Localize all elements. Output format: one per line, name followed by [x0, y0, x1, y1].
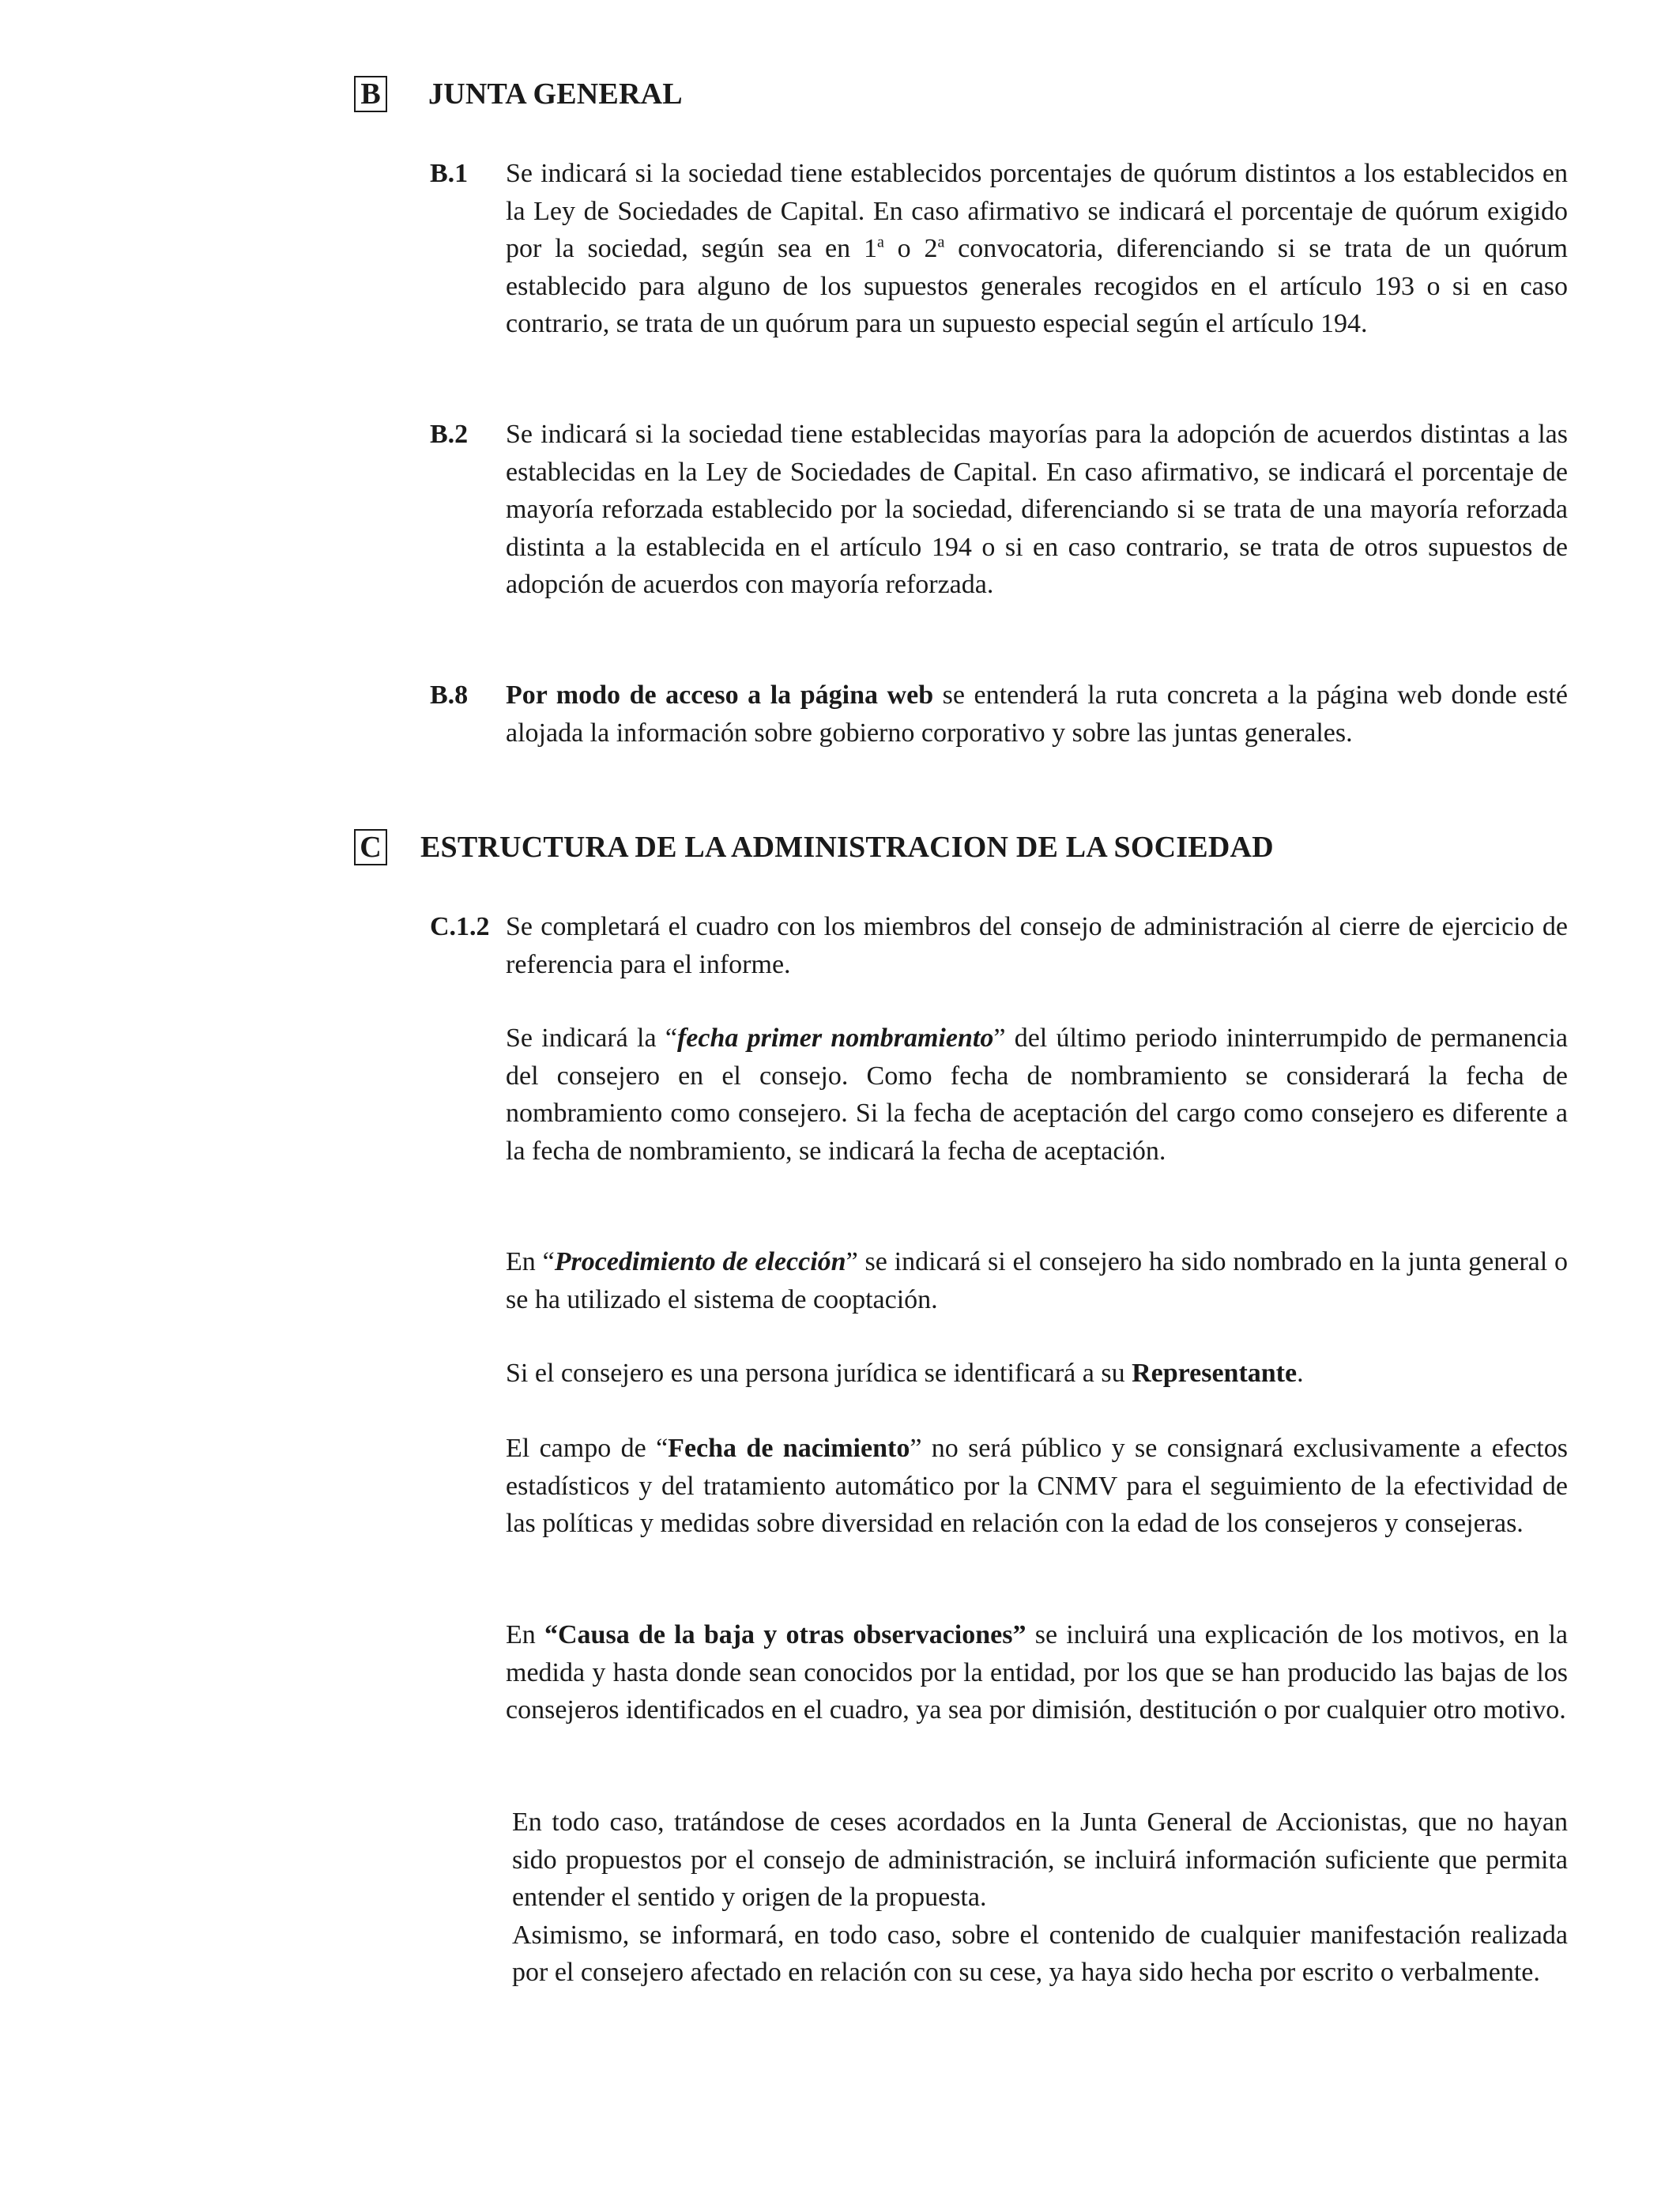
- bold-term: “Causa de la baja y otras observaciones”: [544, 1620, 1026, 1649]
- text-part: Se indicará la “: [506, 1023, 677, 1053]
- superscript: a: [876, 233, 884, 251]
- paragraph-fecha-primer-nombramiento: [506, 1020, 1568, 1170]
- item-b1: [430, 155, 1599, 343]
- item-text: [506, 677, 1568, 752]
- paragraph-text: [506, 1616, 1568, 1729]
- paragraph-text: [506, 1430, 1568, 1543]
- item-number: C.1.2: [430, 912, 490, 941]
- bold-term: Representante: [1132, 1359, 1298, 1388]
- paragraph-representante: [506, 1355, 1568, 1393]
- item-text-part: convocatoria, diferenciando si se trata de un quórum establecido para alguno de los supuestos generales recogidos en el artículo 193 o si en caso contrario, se trata de un quórum para un supuesto especial según el artículo 194.: [506, 234, 1568, 338]
- section-c-letter-box: C: [354, 829, 387, 865]
- item-body: [506, 155, 1568, 343]
- item-c12: [430, 908, 1599, 983]
- item-text-part: se entenderá la ruta concreta a la página web donde esté alojada la información sobre gobierno corporativo y sobre las juntas generales.: [506, 680, 1568, 748]
- item-text: Se completará el cuadro con los miembros del consejo de administración al cierre de ejercicio de referencia para el informe.: [506, 912, 1568, 979]
- text-part: ” no será público y se consignará exclusivamente a efectos estadísticos y del tratamiento automático por la CNMV para el seguimiento de la efectividad de las políticas y medidas sobre diversidad en relación con la edad de los consejeros y consejeras.: [506, 1434, 1568, 1538]
- item-b2: [430, 416, 1599, 604]
- text-part: ” del último periodo ininterrumpido de permanencia del consejero en el consejo. Como fecha de nombramiento se considerará la fecha de nombramiento como consejero. Si la fecha de aceptación del cargo como consejero es diferente a la fecha de nombramiento, se indicará la fecha de aceptación.: [506, 1023, 1569, 1166]
- item-body: [506, 677, 1568, 752]
- paragraph-text: En todo caso, tratándose de ceses acordados en la Junta General de Accionistas, que no hayan sido propuestos por el consejo de administración, se incluirá información suficiente que permita entender el sentido y origen de la propuesta.: [512, 1808, 1568, 1912]
- item-number: B.8: [430, 680, 469, 710]
- bold-term: Por modo de acceso a la página web: [506, 680, 934, 710]
- item-number: B.1: [430, 159, 469, 188]
- section-c-heading: [354, 829, 1274, 865]
- section-b-heading: [354, 76, 683, 112]
- paragraph-ceses: [512, 1804, 1568, 1992]
- text-part: El campo de “: [506, 1434, 669, 1463]
- item-text-part: Se indicará si la sociedad tiene establecidos porcentajes de quórum distintos a los establecidos en la Ley de Sociedades de Capital. En caso afirmativo se indicará el porcentaje de quórum exigido por la sociedad, según sea en 1: [506, 159, 1568, 263]
- text-part: .: [1297, 1359, 1304, 1388]
- bold-term: Fecha de nacimiento: [668, 1434, 910, 1463]
- paragraph-text: [506, 1020, 1568, 1170]
- paragraph-text: [506, 1355, 1568, 1393]
- item-body: [506, 416, 1568, 604]
- item-text: Se indicará si la sociedad tiene establecidas mayorías para la adopción de acuerdos distintas a las establecidas en la Ley de Sociedades de Capital. En caso afirmativo, se indicará el porcentaje de mayoría reforzada establecido por la sociedad, diferenciando si se trata de una mayoría reforzada distinta a la establecida en el artículo 194 o si en caso contrario, se trata de otros supuestos de adopción de acuerdos con mayoría reforzada.: [506, 420, 1568, 599]
- section-c-title: ESTRUCTURA DE LA ADMINISTRACION DE LA SOCIEDAD: [420, 831, 1274, 864]
- item-text: [506, 155, 1568, 343]
- text-part: se incluirá una explicación de los motivos, en la medida y hasta donde sean conocidos por la entidad, por los que se han producido las bajas de los consejeros identificados en el cuadro, ya sea por dimisión, destitución o por cualquier otro motivo.: [506, 1620, 1568, 1725]
- text-part: ” se indicará si el consejero ha sido nombrado en la junta general o se ha utilizado el sistema de cooptación.: [506, 1247, 1568, 1314]
- paragraph-procedimiento-eleccion: [506, 1243, 1568, 1318]
- emphasis-term: Procedimiento de elección: [554, 1247, 846, 1276]
- paragraph-fecha-nacimiento: [506, 1430, 1568, 1543]
- item-number: B.2: [430, 420, 469, 449]
- text-part: En “: [506, 1247, 555, 1276]
- item-text-part: o 2: [883, 234, 938, 263]
- item-b8: [430, 677, 1599, 752]
- paragraph-text: Asimismo, se informará, en todo caso, sobre el contenido de cualquier manifestación realizada por el consejero afectado en relación con su cese, ya haya sido hecha por escrito o verbalmente.: [512, 1920, 1568, 1987]
- emphasis-term: fecha primer nombramiento: [676, 1023, 994, 1053]
- section-b-letter-box: B: [354, 76, 387, 112]
- section-b-title: JUNTA GENERAL: [428, 77, 683, 111]
- text-part: En: [506, 1620, 544, 1649]
- superscript: a: [937, 233, 945, 251]
- text-part: Si el consejero es una persona jurídica se identificará a su: [506, 1359, 1132, 1388]
- item-body: [506, 908, 1568, 983]
- paragraph-text: [506, 1243, 1568, 1318]
- paragraph-causa-baja: [506, 1616, 1568, 1729]
